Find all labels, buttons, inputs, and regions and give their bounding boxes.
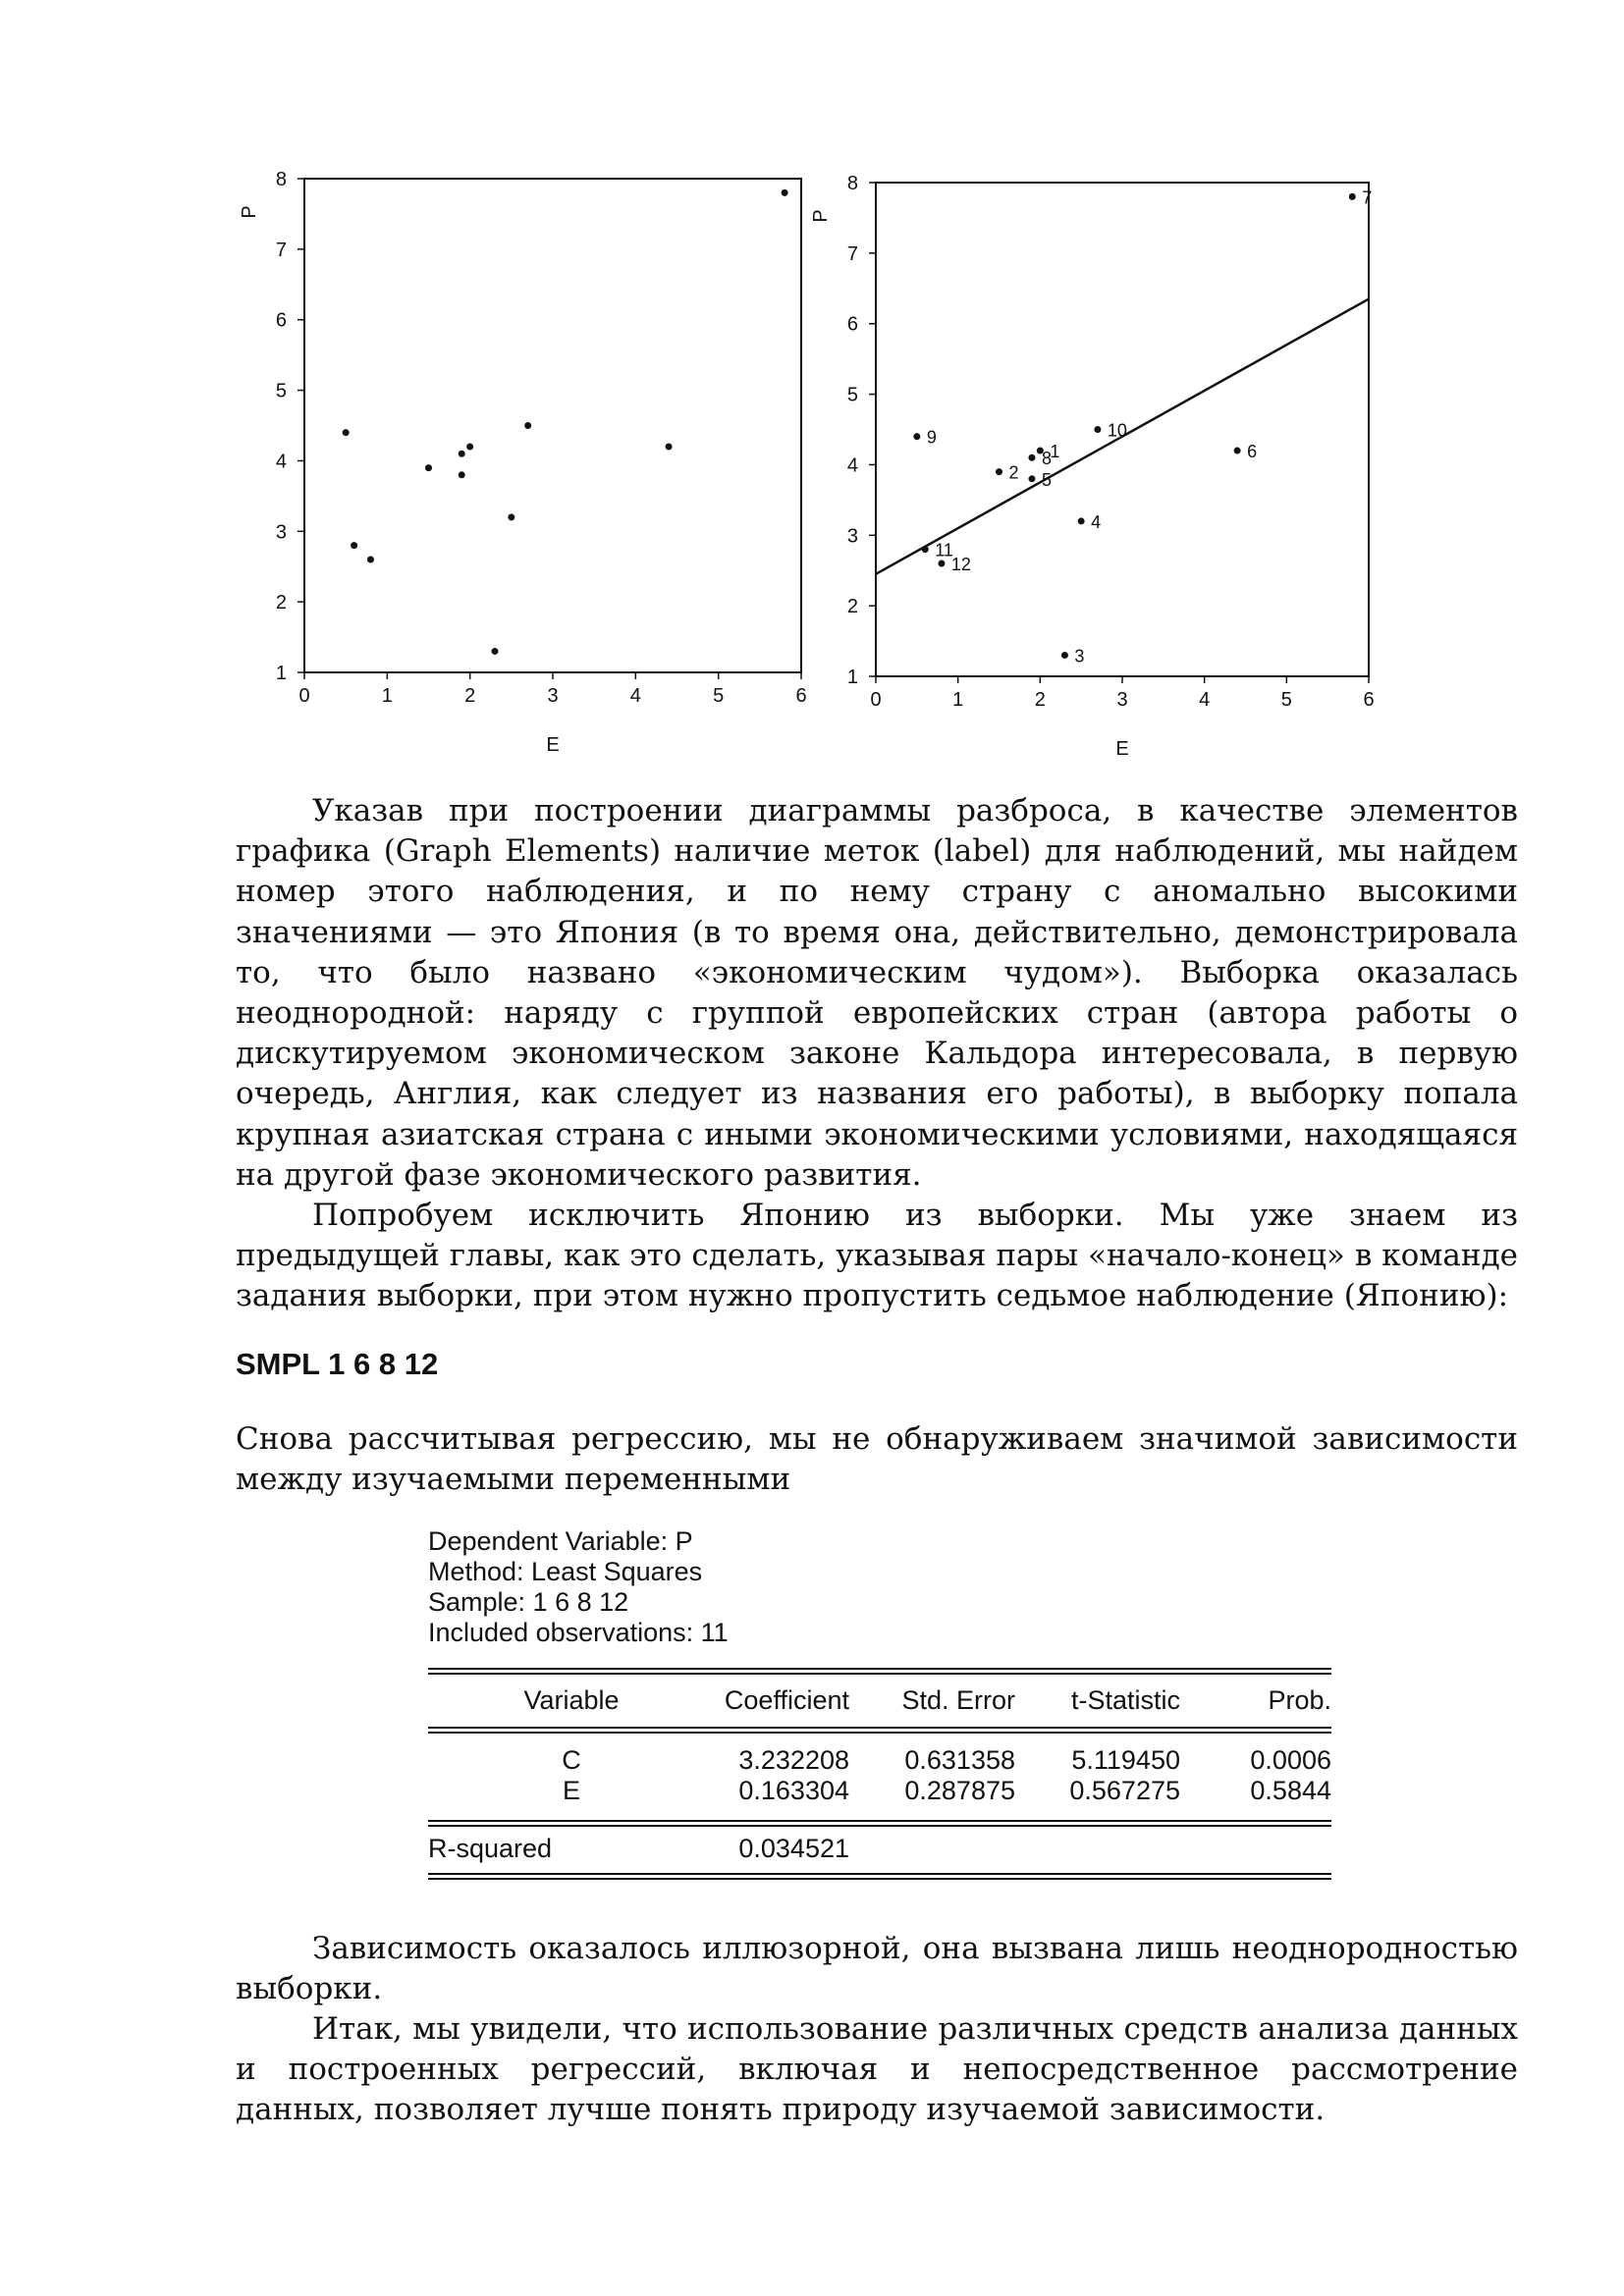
table-bottom-rule (428, 1873, 1331, 1880)
data-point (666, 444, 673, 451)
regression-output (428, 1526, 1331, 1880)
data-point (1234, 448, 1241, 454)
table-cell: 5.119450 (1071, 1745, 1180, 1775)
table-cell: 0.287875 (904, 1776, 1015, 1805)
smpl-command: SMPL 1 6 8 12 (236, 1347, 439, 1381)
column-header: Coefficient (724, 1685, 849, 1715)
table-cell: 0.163304 (738, 1776, 849, 1805)
table-row (428, 1745, 1331, 1776)
column-header: Prob. (1268, 1685, 1331, 1715)
y-tick-label: 8 (846, 173, 858, 194)
rsquared-label: R-squared (428, 1834, 553, 1863)
x-axis-label: E (1115, 738, 1129, 760)
table-cell: 0.5844 (1250, 1776, 1331, 1805)
data-point (913, 433, 920, 440)
x-tick-label: 2 (1034, 689, 1046, 711)
data-point (508, 513, 514, 520)
table-cell: 0.0006 (1250, 1745, 1331, 1775)
y-axis-label: P (239, 205, 260, 219)
y-tick-label: 1 (846, 667, 858, 688)
table-cell: E (562, 1776, 580, 1805)
y-tick-label: 8 (275, 169, 287, 190)
x-tick-label: 3 (547, 685, 559, 707)
sample-line: Sample: 1 6 8 12 (428, 1587, 629, 1617)
data-point (466, 444, 473, 451)
paragraph-2: Попробуем исключить Японию из выборки. Мы уже знаем из предыдущей главы, как это сделать, указывая пары «начало-конец» в команде задания выборки, при этом нужно пропустить седьмое наблюдение (Японию): (236, 1198, 1518, 1314)
x-tick-label: 4 (629, 685, 641, 707)
data-point (491, 648, 498, 655)
point-label: 1 (1050, 442, 1060, 462)
x-tick-label: 1 (952, 689, 964, 711)
x-axis-label: E (546, 734, 560, 756)
data-point (938, 561, 945, 567)
point-label: 5 (1041, 469, 1052, 490)
table-top-rule (428, 1668, 1331, 1675)
data-point (1094, 426, 1101, 433)
y-tick-label: 3 (846, 525, 858, 548)
x-tick-label: 4 (1199, 689, 1211, 711)
data-point (1028, 454, 1035, 461)
x-tick-label: 6 (1363, 689, 1375, 711)
table-row (428, 1776, 1331, 1806)
table-cell: 0.567275 (1069, 1776, 1180, 1805)
point-label: 7 (1362, 187, 1373, 208)
x-tick-label: 0 (298, 685, 310, 707)
data-point (459, 451, 465, 457)
y-tick-label: 4 (275, 451, 287, 473)
data-point (922, 546, 929, 553)
data-point (351, 542, 357, 549)
data-point (1349, 193, 1356, 200)
y-tick-label: 7 (275, 239, 287, 261)
y-tick-label: 2 (846, 596, 858, 618)
method-line: Method: Least Squares (428, 1557, 703, 1586)
point-label: 12 (950, 555, 971, 575)
scatter-plot-labeled (810, 157, 1414, 785)
scatter-plot-unlabeled (236, 157, 825, 785)
paragraph-5: Итак, мы увидели, что использование различных средств анализа данных и построенных регрессий, включая и непосредственное рассмотрение данных, позволяет лучше понять природу изучаемой зависимости. (236, 2011, 1518, 2128)
point-label: 8 (1041, 449, 1052, 469)
column-header: Std. Error (901, 1685, 1015, 1715)
column-header: Variable (523, 1685, 620, 1715)
rsquared-row (428, 1833, 1331, 1865)
y-tick-label: 7 (846, 242, 858, 265)
x-tick-label: 0 (870, 689, 882, 711)
point-label: 3 (1074, 646, 1085, 667)
data-point (996, 468, 1002, 475)
y-tick-label: 6 (846, 313, 858, 336)
x-tick-label: 5 (713, 685, 725, 707)
data-point (1078, 517, 1085, 524)
observations-line: Included observations: 11 (428, 1618, 729, 1647)
y-tick-label: 3 (275, 521, 287, 544)
data-point (425, 464, 432, 471)
plot-frame (304, 179, 801, 672)
y-tick-label: 5 (275, 380, 287, 402)
data-point (343, 429, 350, 436)
table-header-row (428, 1684, 1331, 1717)
y-tick-label: 5 (846, 384, 858, 406)
x-tick-label: 1 (381, 685, 393, 707)
point-label: 9 (926, 427, 937, 448)
y-axis-label: P (810, 209, 832, 223)
x-tick-label: 2 (464, 685, 476, 707)
point-label: 6 (1247, 442, 1258, 462)
table-body-rule (428, 1820, 1331, 1827)
point-label: 2 (1008, 462, 1019, 483)
data-point (1028, 475, 1035, 482)
table-cell: 3.232208 (738, 1745, 849, 1775)
dependent-variable-line: Dependent Variable: P (428, 1526, 693, 1556)
y-tick-label: 1 (275, 663, 287, 684)
point-label: 4 (1091, 511, 1102, 532)
rsquared-value: 0.034521 (738, 1834, 849, 1863)
data-point (524, 422, 531, 429)
paragraph-1: Указав при построении диаграммы разброса, в качестве элементов графика (Graph Elements) наличие меток (label) для наблюдений, мы найдем номер этого наблюдения, и по нему страну с аномально высокими значениями — это Япония (в то время она, действительно, демонстрировала то, что было названо «экономическим чудом»). Выборка оказалась неоднородной: наряду с группой европейских стран (автора работы о дискутируемом экономическом законе Кальдора интересовала, в первую очередь, Англия, как следует из названия его работы), в выборку попала крупная азиатская страна с иными экономическими условиями, находящаяся на другой фазе экономического развития. (236, 793, 1518, 1193)
point-label: 10 (1107, 420, 1127, 441)
data-point (367, 557, 374, 563)
table-cell: 0.631358 (904, 1745, 1015, 1775)
y-tick-label: 2 (275, 592, 287, 614)
data-point (1061, 652, 1068, 659)
data-point (782, 189, 788, 196)
column-header: t-Statistic (1070, 1685, 1180, 1715)
data-point (459, 471, 465, 478)
table-cell: C (562, 1745, 581, 1775)
y-tick-label: 6 (275, 309, 287, 332)
point-label: 11 (935, 540, 953, 561)
table-header-rule (428, 1727, 1331, 1734)
y-tick-label: 4 (846, 454, 858, 477)
x-tick-label: 5 (1280, 689, 1292, 711)
x-tick-label: 6 (795, 685, 807, 707)
x-tick-label: 3 (1116, 689, 1128, 711)
paragraph-4: Зависимость оказалось иллюзорной, она вызвана лишь неоднородностью выборки. (236, 1931, 1518, 2007)
paragraph-3: Снова рассчитывая регрессию, мы не обнаруживаем значимой зависимости между изучаемыми переменными (236, 1421, 1518, 1498)
